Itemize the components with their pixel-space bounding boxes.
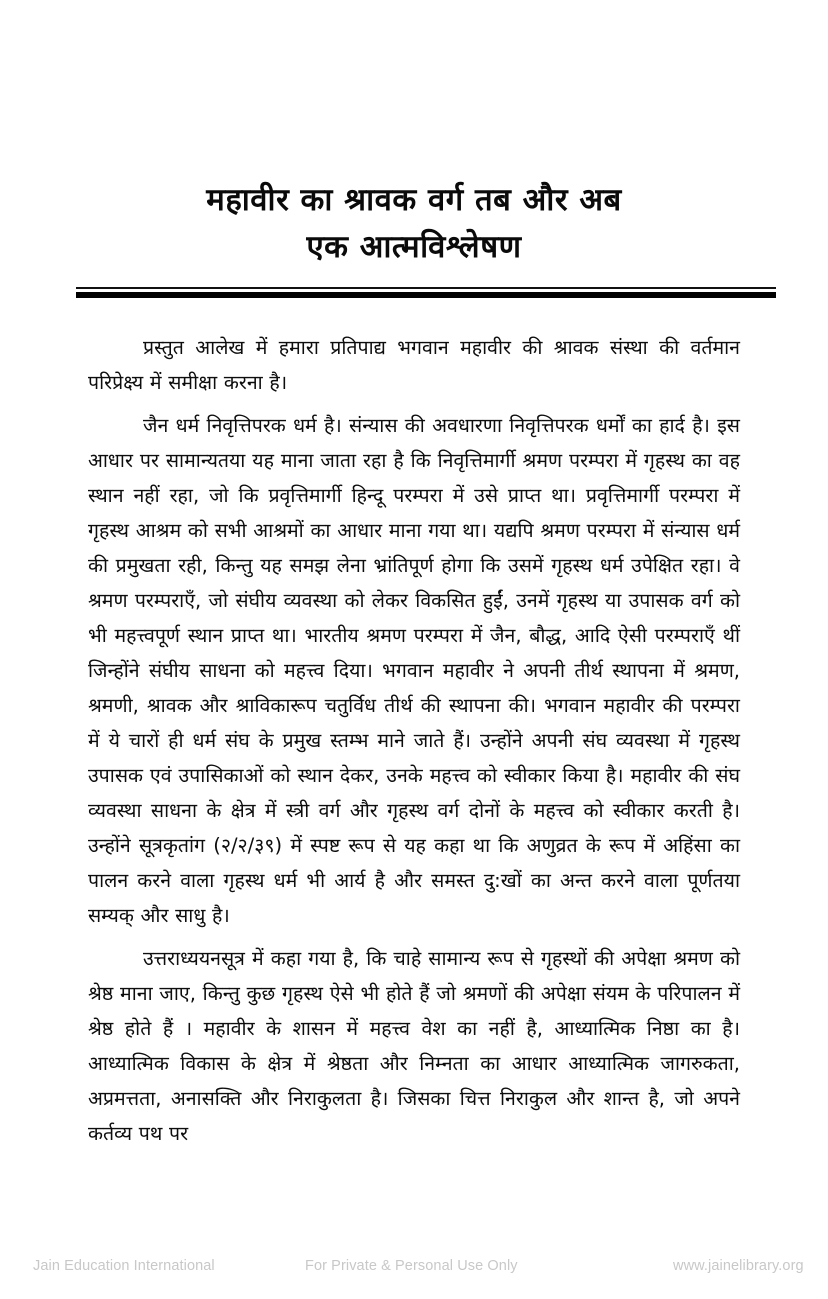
footer-usage-notice: For Private & Personal Use Only	[305, 1258, 518, 1274]
title-divider	[76, 287, 776, 298]
paragraph-3: उत्तराध्ययनसूत्र में कहा गया है, कि चाहे सामान्य रूप से गृहस्थों की अपेक्षा श्रमण को श्रेष्ठ माना जाए, किन्तु कुछ गृहस्थ ऐसे भी होते हैं जो श्रमणों की अपेक्षा संयम के परिपालन में श्रेष्ठ होते हैं । महावीर के शासन में महत्त्व वेश का नहीं है, आध्यात्मिक निष्ठा का है। आध्यात्मिक विकास के क्षेत्र में श्रेष्ठता और निम्नता का आधार आध्यात्मिक जागरुकता, अप्रमत्तता, अनासक्ति और निराकुलता है। जिसका चित्त निराकुल और शान्त है, जो अपने कर्तव्य पथ पर	[88, 947, 740, 1145]
title-line-2: एक आत्मविश्लेषण	[306, 229, 522, 265]
page-title	[88, 178, 740, 270]
page-footer	[0, 1258, 828, 1282]
title-line-1: महावीर का श्रावक वर्ग तब और अब	[206, 182, 622, 218]
footer-website: www.jainelibrary.org	[673, 1258, 804, 1274]
footer-organization: Jain Education International	[33, 1258, 215, 1274]
body-text-column	[88, 330, 740, 1151]
paragraph-1: प्रस्तुत आलेख में हमारा प्रतिपाद्य भगवान महावीर की श्रावक संस्था की वर्तमान परिप्रेक्ष्य में समीक्षा करना है।	[88, 336, 740, 394]
divider-thick-rule	[76, 292, 776, 298]
paragraph-2: जैन धर्म निवृत्तिपरक धर्म है। संन्यास की अवधारणा निवृत्तिपरक धर्मों का हार्द है। इस आधार पर सामान्यतया यह माना जाता रहा है कि निवृत्तिमार्गी श्रमण परम्परा में गृहस्थ का वह स्थान नहीं रहा, जो कि प्रवृत्तिमार्गी हिन्दू परम्परा में उसे प्राप्त था। प्रवृत्तिमार्गी परम्परा में गृहस्थ आश्रम को सभी आश्रमों का आधार माना गया था। यद्यपि श्रमण परम्परा में संन्यास धर्म की प्रमुखता रही, किन्तु यह समझ लेना भ्रांतिपूर्ण होगा कि उसमें गृहस्थ धर्म उपेक्षित रहा। वे श्रमण परम्पराएँ, जो संघीय व्यवस्था को लेकर विकसित हुईं, उनमें गृहस्थ या उपासक वर्ग को भी महत्त्वपूर्ण स्थान प्राप्त था। भारतीय श्रमण परम्परा में जैन, बौद्ध, आदि ऐसी परम्पराएँ थीं जिन्होंने संघीय साधना को महत्त्व दिया। भगवान महावीर ने अपनी तीर्थ स्थापना में श्रमण, श्रमणी, श्रावक और श्राविकारूप चतुर्विध तीर्थ की स्थापना की। भगवान महावीर की परम्परा में ये चारों ही धर्म संघ के प्रमुख स्तम्भ माने जाते हैं। उन्होंने अपनी संघ व्यवस्था में गृहस्थ उपासक एवं उपासिकाओं को स्थान देकर, उनके महत्त्व को स्वीकार किया है। महावीर की संघ व्यवस्था साधना के क्षेत्र में स्त्री वर्ग और गृहस्थ वर्ग दोनों के महत्त्व को स्वीकार करती है। उन्होंने सूत्रकृतांग (२/२/३९) में स्पष्ट रूप से यह कहा था कि अणुव्रत के रूप में अहिंसा का पालन करने वाला गृहस्थ धर्म भी आर्य है और समस्त दु:खों का अन्त करने वाला पूर्णतया सम्यक् और साधु है।	[88, 414, 740, 927]
